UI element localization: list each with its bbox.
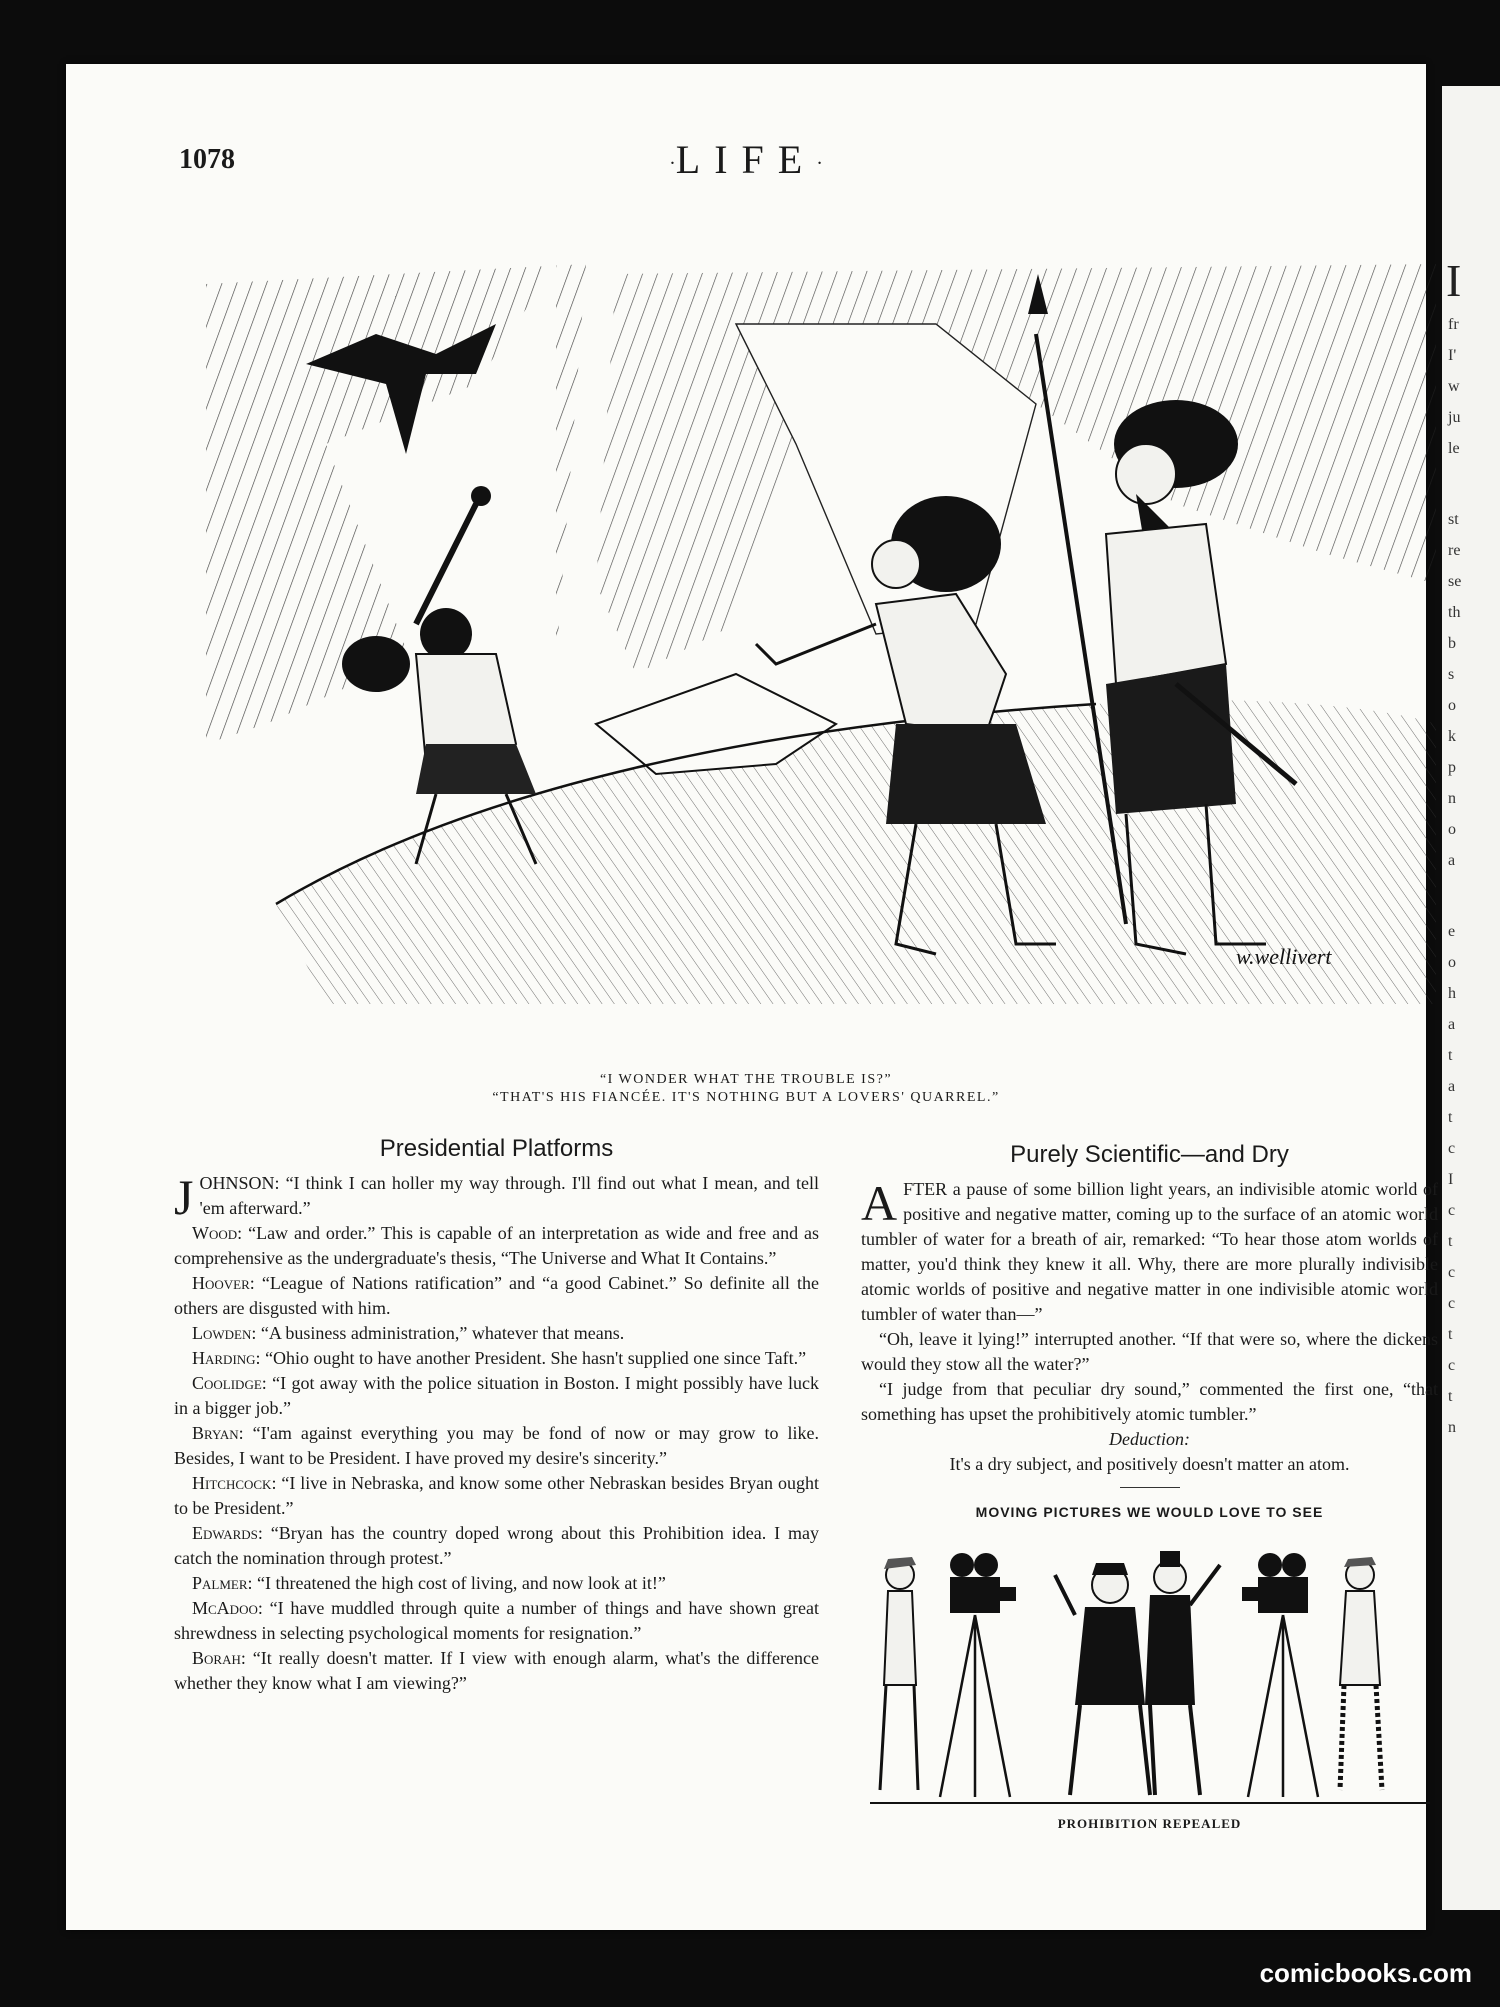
speaker-name: McAdoo:: [192, 1598, 263, 1618]
speaker-name: Wood:: [192, 1223, 243, 1243]
adjacent-page-dropcap: I: [1446, 255, 1462, 306]
adjacent-page-fragment: re: [1448, 542, 1461, 559]
speaker-name: Lowden:: [192, 1323, 257, 1343]
adjacent-page-fragment: w: [1448, 378, 1460, 395]
right-cameraman: [1340, 1557, 1382, 1790]
platform-item: [174, 1346, 819, 1371]
deduction-text: It's a dry subject, and positively doesn't matter an atom.: [949, 1454, 1350, 1474]
masthead: [66, 136, 1426, 183]
adjacent-page-fragment: c: [1448, 1202, 1456, 1219]
platform-item: [174, 1271, 819, 1321]
celebrating-men: [1055, 1551, 1220, 1795]
moving-pictures-illustration: [870, 1535, 1430, 1805]
adjacent-page-fragment: a: [1448, 1016, 1456, 1033]
adjacent-page-fragment: th: [1448, 604, 1461, 621]
speaker-quote: “I threatened the high cost of living, and now look at it!”: [252, 1573, 666, 1593]
adjacent-page-fragment: t: [1448, 1388, 1453, 1405]
left-cameraman: [880, 1557, 918, 1790]
platform-item: [174, 1321, 819, 1346]
speaker-quote: “I got away with the police situation in Boston. I might possibly have luck in a bigger job.”: [174, 1373, 819, 1418]
speaker-quote: “Law and order.” This is capable of an interpretation as wide and free and as comprehensive as the undergraduate's thesis, “The Universe and What It Contains.”: [174, 1223, 819, 1268]
speaker-quote: “A business administration,” whatever that means.: [256, 1323, 625, 1343]
speaker-quote: “I think I can holler my way through. I'll find out what I mean, and tell 'em afterward.”: [199, 1173, 819, 1218]
drop-cap: A: [861, 1175, 898, 1231]
article-title-left: Presidential Platforms: [379, 1135, 614, 1162]
platform-items: [174, 1171, 819, 1696]
magazine-page: [66, 64, 1438, 1930]
platform-item: [174, 1571, 819, 1596]
adjacent-page-fragment: o: [1448, 697, 1456, 714]
speaker-name: Coolidge:: [192, 1373, 267, 1393]
moving-pictures-caption: PROHIBITION REPEALED: [1057, 1816, 1242, 1831]
adjacent-page-fragment: p: [1448, 759, 1456, 776]
article-paragraph-1: [861, 1177, 1438, 1327]
speaker-quote: “League of Nations ratification” and “a good Cabinet.” So definite all the others are disgusted with him.: [174, 1273, 819, 1318]
article-paragraph-2: “Oh, leave it lying!” interrupted another. “If that were so, where the dickens would they stow all the water?”: [861, 1329, 1438, 1374]
adjacent-page-fragment: le: [1448, 440, 1460, 457]
speaker-quote: “Ohio ought to have another President. She hasn't supplied one since Taft.”: [260, 1348, 807, 1368]
speaker-name: Harding:: [192, 1348, 261, 1368]
masthead-title: LIFE: [675, 137, 817, 182]
platform-item: [174, 1596, 819, 1646]
adjacent-page-fragment: c: [1448, 1295, 1456, 1312]
adjacent-page-fragment: t: [1448, 1326, 1453, 1343]
platform-item: [174, 1371, 819, 1421]
speaker-name: OHNSON:: [199, 1173, 280, 1193]
caveman-cartoon: [176, 204, 1446, 1064]
adjacent-page-fragment: n: [1448, 790, 1456, 807]
platform-item: [174, 1221, 819, 1271]
speaker-name: Bryan:: [192, 1423, 244, 1443]
adjacent-page-edge: [1442, 86, 1500, 1910]
adjacent-page-fragment: c: [1448, 1140, 1456, 1157]
cartoon-caption-line2: “THAT'S HIS FIANCÉE. IT'S NOTHING BUT A LOVERS' QUARREL.”: [492, 1090, 1000, 1105]
adjacent-page-fragment: t: [1448, 1047, 1453, 1064]
adjacent-page-fragment: I': [1448, 347, 1457, 364]
platform-item: [174, 1646, 819, 1696]
watermark: comicbooks.com: [1259, 1958, 1472, 1988]
platform-item: [174, 1421, 819, 1471]
deduction-label: Deduction:: [1109, 1429, 1190, 1449]
speaker-quote: “I live in Nebraska, and know some other Nebraskan besides Bryan ought to be President.”: [174, 1473, 819, 1518]
right-camera: [1242, 1553, 1318, 1797]
section-divider: [1120, 1487, 1180, 1488]
speaker-quote: “I'am against everything you may be fond of now or may grow to like. Besides, I want to be President. I have proved my desire's sincerity.”: [174, 1423, 819, 1468]
adjacent-page-fragment: t: [1448, 1233, 1453, 1250]
page-number: 1078: [179, 144, 235, 175]
adjacent-page-fragment: n: [1448, 1419, 1456, 1436]
artist-signature: w.wellivert: [1236, 944, 1332, 969]
adjacent-page-fragment: ju: [1448, 409, 1461, 426]
adjacent-page-fragment: o: [1448, 954, 1456, 971]
adjacent-page-fragment: c: [1448, 1357, 1456, 1374]
adjacent-page-fragment: e: [1448, 923, 1456, 940]
adjacent-page-fragment: c: [1448, 1264, 1456, 1281]
article-paragraph-3: “I judge from that peculiar dry sound,” commented the first one, “that something has upset the prohibitively atomic tumbler.”: [861, 1379, 1438, 1424]
adjacent-page-fragment: k: [1448, 728, 1456, 745]
speaker-quote: “Bryan has the country doped wrong about this Prohibition idea. I may catch the nomination through protest.”: [174, 1523, 819, 1568]
drop-cap: J: [174, 1169, 194, 1225]
speaker-name: Hoover:: [192, 1273, 255, 1293]
adjacent-page-fragment: a: [1448, 852, 1456, 869]
adjacent-page-fragment: fr: [1448, 316, 1459, 333]
speaker-name: Palmer:: [192, 1573, 253, 1593]
speaker-name: Edwards:: [192, 1523, 263, 1543]
adjacent-page-fragment: o: [1448, 821, 1456, 838]
purely-scientific-article: [861, 1136, 1438, 1836]
presidential-platforms-article: [174, 1136, 819, 1696]
adjacent-page-fragment: se: [1448, 573, 1462, 590]
masthead-dot-left: ·: [669, 152, 676, 175]
adjacent-page-fragment: t: [1448, 1109, 1453, 1126]
adjacent-page-fragment: s: [1448, 666, 1455, 683]
platform-item: [174, 1521, 819, 1571]
speaker-quote: “It really doesn't matter. If I view with enough alarm, what's the difference whether they know what I am viewing?”: [174, 1648, 819, 1693]
adjacent-page-fragment: I: [1448, 1171, 1454, 1188]
speaker-name: Hitchcock:: [192, 1473, 277, 1493]
cartoon-caption-line1: “I WONDER WHAT THE TROUBLE IS?”: [599, 1072, 893, 1087]
platform-item: [174, 1471, 819, 1521]
article-title-right: Purely Scientific—and Dry: [1010, 1141, 1289, 1168]
adjacent-page-fragment: h: [1448, 985, 1456, 1002]
platform-item: [174, 1169, 819, 1225]
adjacent-page-fragment: b: [1448, 635, 1456, 652]
speaker-quote: “I have muddled through quite a number of things and have shown great shrewdness in selecting psychological moments for resignation.”: [174, 1598, 819, 1643]
left-camera: [940, 1553, 1016, 1797]
masthead-dot-right: ·: [816, 152, 823, 175]
adjacent-page-fragment: a: [1448, 1078, 1456, 1095]
adjacent-page-fragment: st: [1448, 511, 1459, 528]
speaker-name: Borah:: [192, 1648, 246, 1668]
moving-pictures-title: MOVING PICTURES WE WOULD LOVE TO SEE: [975, 1504, 1324, 1520]
article-paragraph-1-text: FTER a pause of some billion light years, an indivisible atomic world of positive and negative matter, coming up to the surface of an atomic world tumbler of water for a breath of air, remarked: “To hear those atom worlds of matter, you'd think they knew it all. Why, there are more plurally indivisible atomic worlds of positive and negative matter in one indivisible atomic world tumbler of water than—”: [861, 1179, 1438, 1324]
